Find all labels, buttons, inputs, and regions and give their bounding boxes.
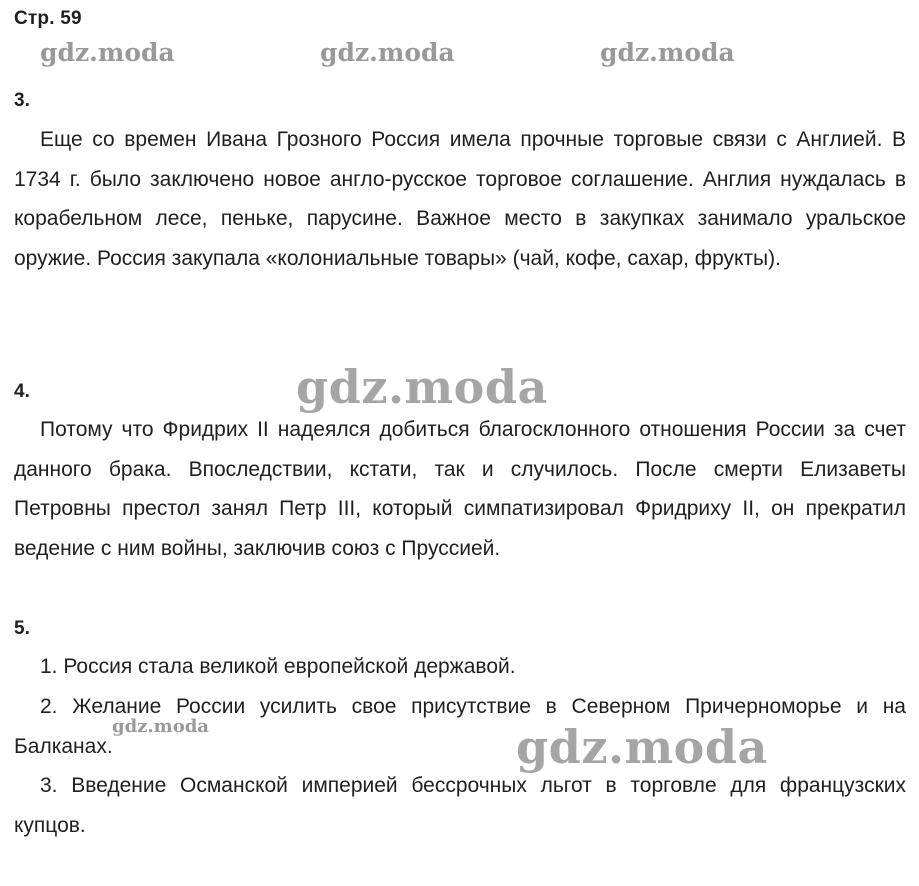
section-text: Еще со времен Ивана Грозного Россия имела прочные торговые связи с Англией. В 1734 г. было заключено новое англо-русское торговое соглашение. Англия нуждалась в корабельном лесе, пеньке, парусине. Важное место в закупках занимало уральское оружие. Россия закупала «колониальные товары» (чай, кофе, сахар, фрукты). <box>14 128 906 270</box>
section-number: 5. <box>14 618 30 639</box>
section-text: Потому что Фридрих II надеялся добиться благосклонного отношения России за счет данного брака. Впоследствии, кстати, так и случилось. После смерти Елизаветы Петровны престол занял Петр III, который симпатизировал Фридриху II, он прекратил ведение с ним войны, заключив союз с Пруссией. <box>14 418 906 560</box>
section-number: 4. <box>14 381 30 402</box>
watermark: gdz.moda <box>516 720 768 774</box>
watermark: gdz.moda <box>112 716 209 737</box>
page-header: Стр. 59 <box>14 8 82 29</box>
watermark: gdz.moda <box>320 38 455 67</box>
watermark: gdz.moda <box>40 38 175 67</box>
section-number: 3. <box>14 90 30 111</box>
list-item: 1. Россия стала великой европейской державой. <box>40 655 516 678</box>
list-item: 3. Введение Османской империей бессрочных льгот в торговле для французских купцов. <box>14 774 906 837</box>
watermark: gdz.moda <box>296 360 548 414</box>
list-item: 2. Желание России усилить свое присутствие в Северном Причерноморье и на Балканах. <box>14 695 906 758</box>
watermark: gdz.moda <box>600 38 735 67</box>
